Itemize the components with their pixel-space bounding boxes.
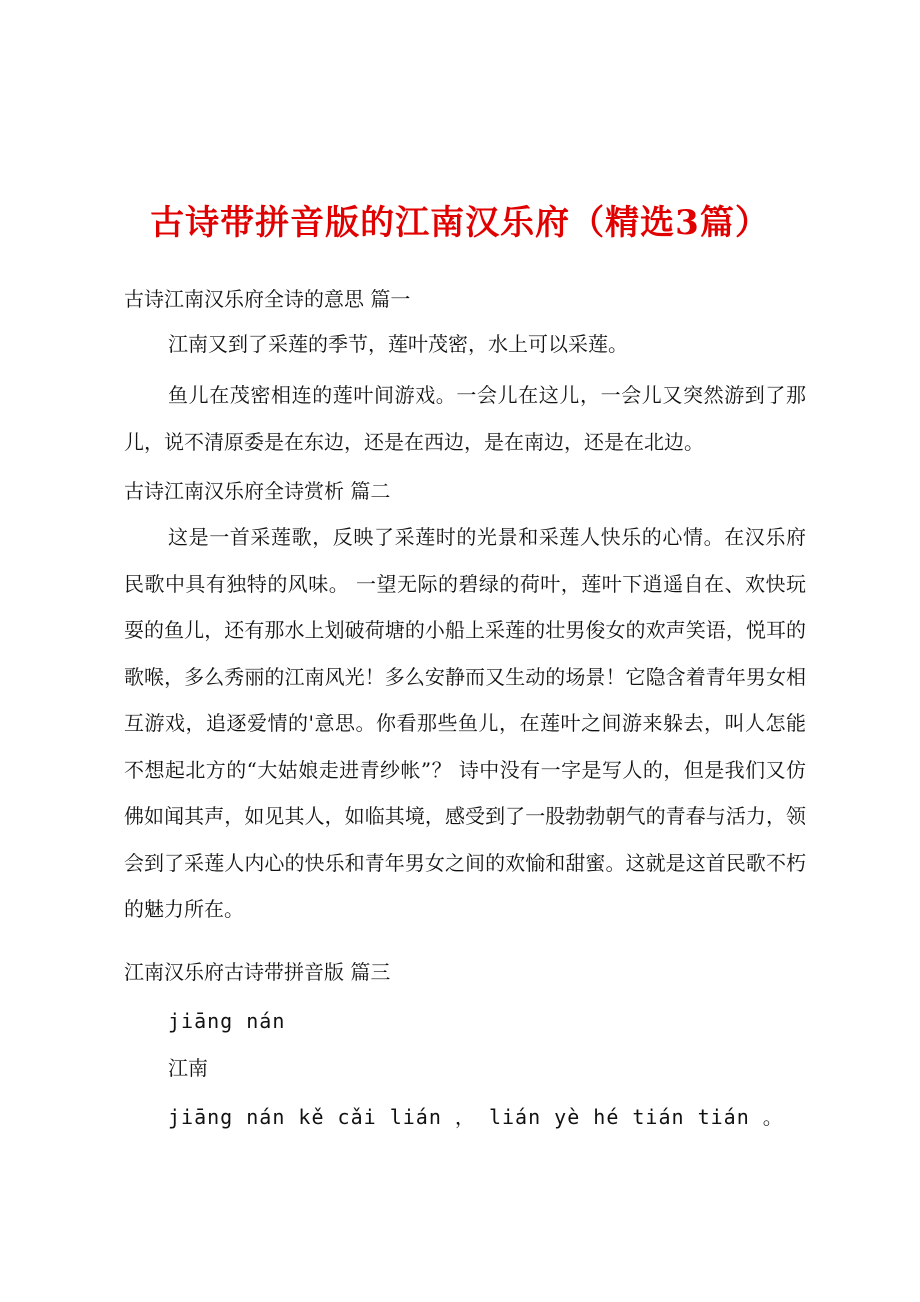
section-1-paragraph-1: 江南又到了采莲的季节，莲叶茂密，水上可以采莲。 bbox=[168, 332, 628, 356]
section-1-paragraph-2: 鱼儿在茂密相连的莲叶间游戏。一会儿在这儿，一会儿又突然游到了那儿，说不清原委是在东边，还是在西边，是在南边，还是在北边。 bbox=[124, 383, 806, 454]
section-2-heading: 古诗江南汉乐府全诗赏析 篇二 bbox=[124, 479, 391, 503]
pinyin-line-title: jiāng nán bbox=[168, 1009, 286, 1033]
section-2-paragraph-1: 这是一首采莲歌，反映了采莲时的光景和采莲人快乐的心情。在汉乐府民歌中具有独特的风味。 一望无际的碧绿的荷叶，莲叶下逍遥自在、欢快玩耍的鱼儿，还有那水上划破荷塘的小船上采莲的壮男俊女的欢声笑语，悦耳的歌喉，多么秀丽的江南风光！多么安静而又生动的场景！它隐含着青年男女相互游戏，追逐爱情的'意思。你看那些鱼儿，在莲叶之间游来躲去，叫人怎能不想起北方的“大姑娘走进青纱帐”？ 诗中没有一字是写人的，但是我们又仿佛如闻其声，如见其人，如临其境，感受到了一股勃勃朝气的青春与活力，领会到了采莲人内心的快乐和青年男女之间的欢愉和甜蜜。这就是这首民歌不朽的魅力所在。 bbox=[124, 525, 806, 921]
poem-title-line: 江南 bbox=[168, 1056, 208, 1080]
document-title: 古诗带拼音版的江南汉乐府（精选3篇） bbox=[150, 203, 770, 243]
section-3-heading: 江南汉乐府古诗带拼音版 篇三 bbox=[124, 960, 391, 984]
section-1-heading: 古诗江南汉乐府全诗的意思 篇一 bbox=[124, 287, 411, 311]
pinyin-line-1: jiāng nán kě cǎi lián ， lián yè hé tián tián 。 bbox=[168, 1105, 784, 1129]
